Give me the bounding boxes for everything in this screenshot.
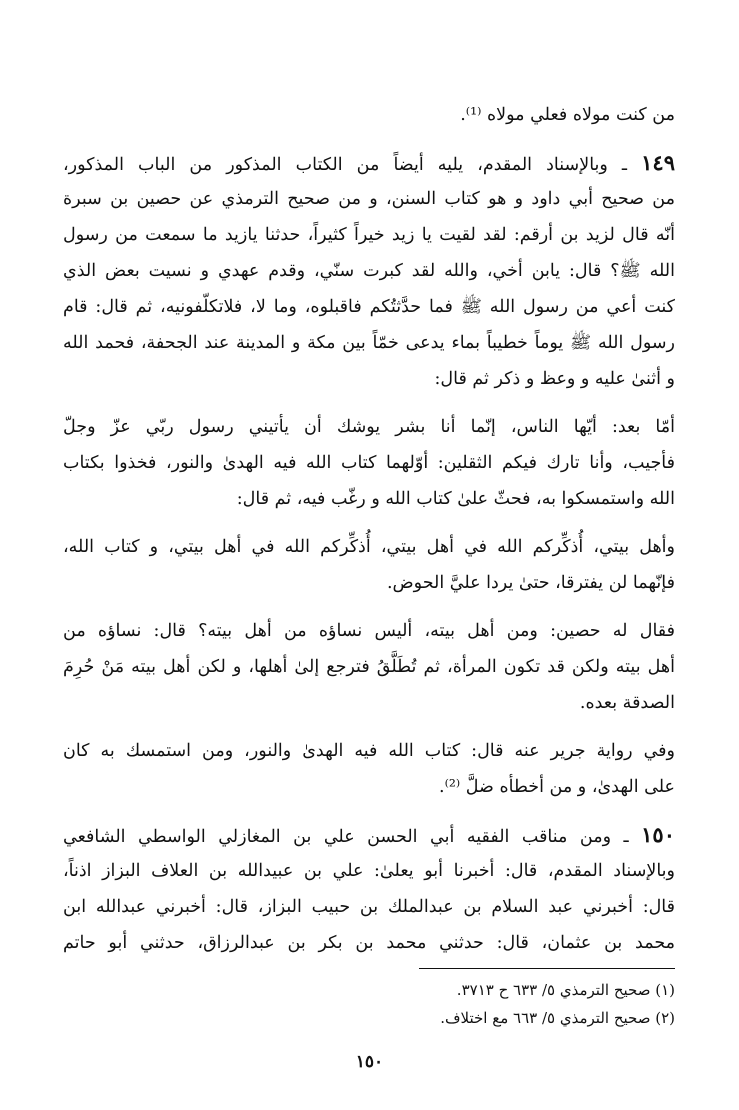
text-line: أنّه قال لزيد بن أرقم: لقد لقيت يا زيد خيراً كثيراً، حدثنا يازيد ما سمعت من رسول <box>63 225 675 245</box>
footnote-separator <box>419 968 675 969</box>
text-line: من كنت مولاه فعلي مولاه ⁽¹⁾. <box>460 105 675 125</box>
text-line: رسول الله ﷺ يوماً خطيباً بماء يدعى خمّاً بين مكة و المدينة عند الجحفة، فحمد الله <box>63 333 675 353</box>
text-line: وأهل بيتي، أُذكِّركم الله في أهل بيتي، أُذكِّركم الله في أهل بيتي، و كتاب الله، <box>63 537 675 557</box>
text-line: فإنّهما لن يفترقا، حتىٰ يردا عليَّ الحوض. <box>386 573 675 593</box>
text-line: فأجيب، وأنا تارك فيكم الثقلين: أوّلهما كتاب الله فيه الهدىٰ والنور، فخذوا بكتاب <box>63 453 675 473</box>
text-line: أمّا بعد: أيّها الناس، إنّما أنا بشر يوشك أن يأتيني رسول ربّي عزّ وجلّ <box>63 417 675 437</box>
text-line: على الهدىٰ، و من أخطأه ضلَّ ⁽²⁾. <box>439 777 675 797</box>
text-line: كنت أعي من رسول الله ﷺ فما حدَّثتُكم فاقبلوه، وما لا، فلاتكلّفونيه، ثم قال: قام <box>63 297 675 317</box>
item-150-first-line: ١٥٠ ـ ومن مناقب الفقيه أبي الحسن علي بن المغازلي الواسطي الشافعي <box>63 822 675 847</box>
footnote-2: (٢) صحيح الترمذي ٥/ ٦٦٣ مع اختلاف. <box>440 1009 675 1027</box>
text-line: وفي رواية جرير عنه قال: كتاب الله فيه الهدىٰ والنور، ومن استمسك به كان <box>63 741 675 761</box>
text-line: الله واستمسكوا به، فحثّ علىٰ كتاب الله و رغّب فيه، ثم قال: <box>236 489 675 509</box>
text-line: فقال له حصين: ومن أهل بيته، أليس نساؤه من أهل بيته؟ قال: نساؤه من <box>63 621 675 641</box>
text-line: و أثنىٰ عليه و وعظ و ذكر ثم قال: <box>434 369 675 389</box>
text-line: قال: أخبرني عبد السلام بن عبدالملك بن حبيب البزاز، قال: أخبرني عبدالله ابن <box>63 897 675 917</box>
footnote-1: (١) صحيح الترمذي ٥/ ٦٣٣ ح ٣٧١٣. <box>456 981 675 999</box>
text-line: الصدقة بعده. <box>579 693 675 713</box>
text-line: محمد بن عثمان، قال: حدثني محمد بن بكر بن عبدالرزاق، حدثني أبو حاتم <box>63 933 675 953</box>
item-number: ١٥٠ <box>641 822 675 847</box>
text-line: وبالإسناد المقدم، قال: أخبرنا أبو يعلىٰ: علي بن عبيدالله بن العلاف البزاز اذناً، <box>63 861 675 881</box>
page-number: ١٥٠ <box>355 1052 384 1072</box>
text-line: الله ﷺ؟ قال: يابن أخي، والله لقد كبرت سنّي، وقدم عهدي و نسيت بعض الذي <box>63 261 675 281</box>
text-line: أهل بيته ولكن قد تكون المرأة، ثم تُطَلَّقُ فترجع إلىٰ أهلها، و لكن أهل بيته مَنْ حُرِمَ <box>63 657 675 677</box>
text-line: من صحيح أبي داود و هو كتاب السنن، و من صحيح الترمذي عن حصين بن سبرة <box>63 189 675 209</box>
item-number: ١٤٩ <box>641 150 675 175</box>
item-149-first-line: ١٤٩ ـ وبالإسناد المقدم، يليه أيضاً من الكتاب المذكور من الباب المذكور، <box>63 150 675 175</box>
